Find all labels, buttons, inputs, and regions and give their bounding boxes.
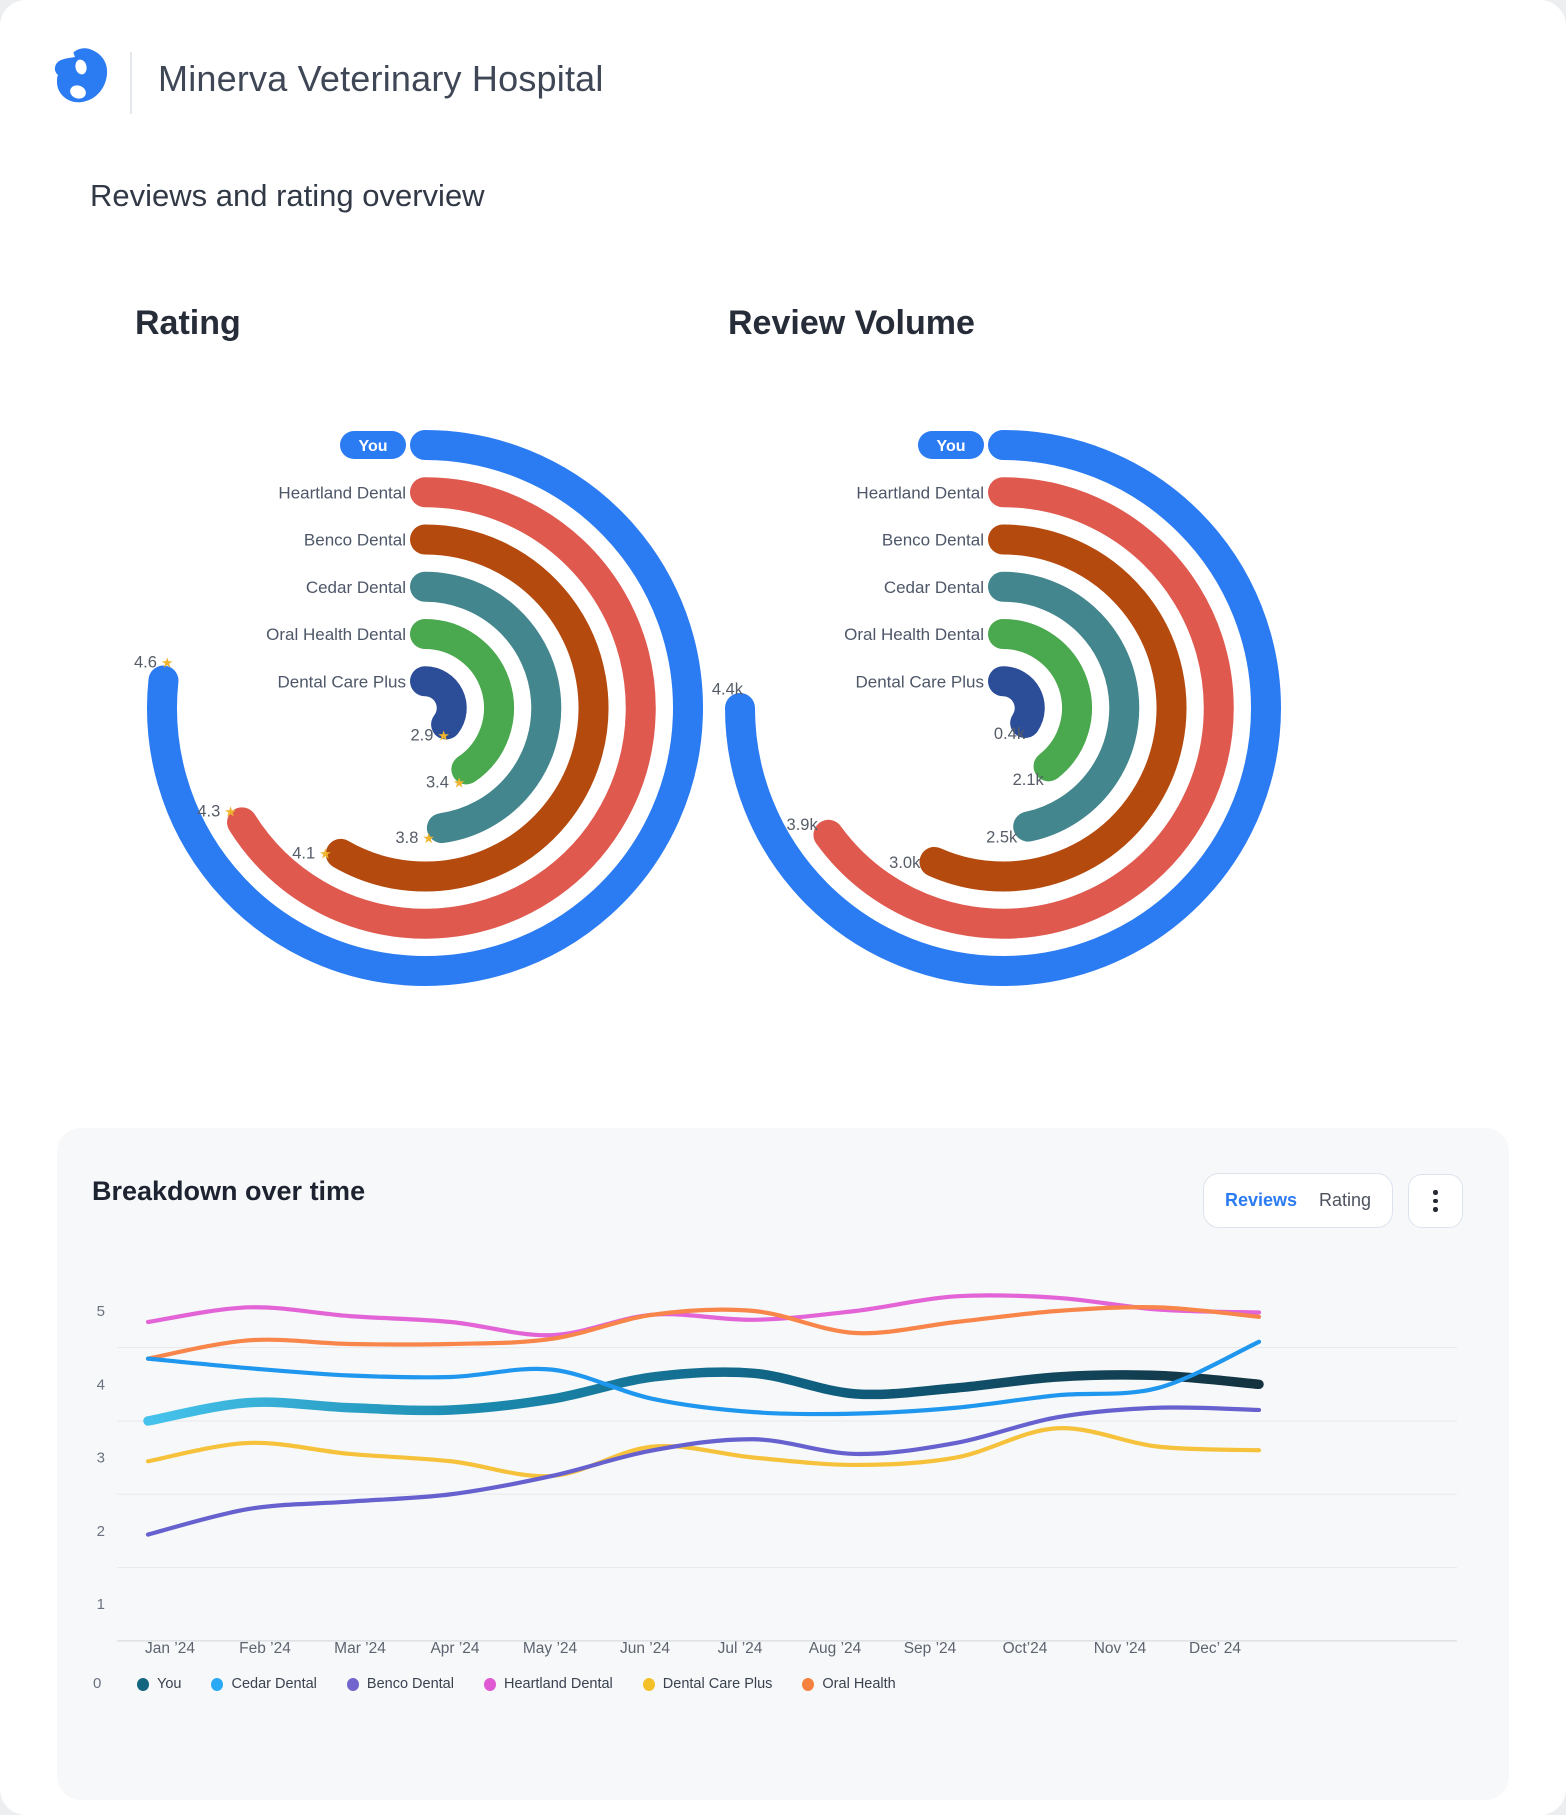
header-divider (130, 52, 132, 114)
x-tick-jun-24: Jun ’24 (620, 1640, 670, 1657)
radial-label-heartland-dental: Heartland Dental (278, 483, 406, 503)
review-volume-radial-chart (678, 412, 1308, 1012)
radial-label-you: You (358, 438, 388, 455)
x-tick-dec-24: Dec’ 24 (1189, 1640, 1241, 1657)
y-axis-zero-label: 0 (93, 1675, 102, 1692)
breakdown-over-time-card (57, 1128, 1509, 1800)
y-tick-3: 3 (96, 1449, 105, 1467)
x-tick-apr-24: Apr ’24 (430, 1640, 480, 1657)
breakdown-card-title: Breakdown over time (92, 1176, 366, 1206)
x-tick-mar-24: Mar ’24 (334, 1640, 386, 1657)
radial-label-dental-care-plus: Dental Care Plus (277, 672, 406, 692)
y-tick-2: 2 (96, 1522, 105, 1540)
radial-label-dental-care-plus: Dental Care Plus (855, 672, 984, 692)
bird-logo-icon (48, 44, 112, 108)
legend-dot-you (137, 1678, 149, 1691)
kebab-vertical-icon (1433, 1190, 1438, 1195)
y-tick-5: 5 (96, 1303, 105, 1320)
more-options-button[interactable] (1408, 1174, 1463, 1228)
review-volume-chart-title: Review Volume (728, 304, 975, 342)
legend-item-you[interactable] (137, 1676, 181, 1692)
radial-label-you: You (936, 438, 966, 455)
legend-item-dental-care-plus[interactable] (643, 1676, 773, 1692)
legend-label-oral-health: Oral Health (822, 1676, 896, 1692)
y-tick-4: 4 (96, 1376, 105, 1394)
radial-value-you: 4.4k (711, 680, 744, 699)
radial-value-dental-care-plus: 0.4k (993, 725, 1026, 744)
radial-value-benco-dental: 3.0k (889, 853, 921, 872)
breakdown-line-chart (57, 1253, 1509, 1683)
radial-label-oral-health-dental: Oral Health Dental (844, 625, 984, 644)
chart-legend (137, 1676, 896, 1692)
legend-item-oral-health[interactable] (802, 1676, 895, 1692)
radial-label-cedar-dental: Cedar Dental (883, 577, 984, 597)
radial-value-oral-health-dental: 2.1k (1012, 770, 1044, 789)
x-tick-sep-24: Sep ’24 (903, 1640, 957, 1657)
rating-radial-chart (100, 412, 730, 1012)
legend-item-heartland-dental[interactable] (484, 1676, 613, 1692)
y-tick-1: 1 (96, 1596, 105, 1614)
rating-chart-title: Rating (135, 304, 241, 342)
business-title: Minerva Veterinary Hospital (158, 58, 604, 99)
legend-dot-oral-health (802, 1678, 814, 1691)
radial-label-oral-health-dental: Oral Health Dental (266, 625, 406, 644)
radial-label-benco-dental: Benco Dental (303, 530, 406, 550)
x-tick-aug-24: Aug ’24 (808, 1640, 862, 1657)
legend-label-heartland-dental: Heartland Dental (503, 1676, 613, 1692)
radial-value-cedar-dental: 3.8 ★ (395, 829, 435, 848)
legend-label-cedar-dental: Cedar Dental (231, 1676, 317, 1692)
x-tick-may-24: May ’24 (522, 1640, 578, 1657)
line-series-heartland-dental (148, 1295, 1259, 1335)
reviews-rating-toggle[interactable] (1203, 1173, 1393, 1228)
toggle-option-rating[interactable]: Rating (1319, 1190, 1372, 1210)
radial-arc-dental-care-plus (425, 681, 452, 724)
toggle-option-reviews[interactable]: Reviews (1224, 1190, 1297, 1210)
radial-value-heartland-dental: 4.3 ★ (197, 802, 237, 821)
radial-value-you: 4.6 ★ (133, 653, 174, 672)
line-series-benco-dental (148, 1407, 1259, 1534)
radial-label-heartland-dental: Heartland Dental (856, 483, 984, 503)
x-tick-jul-24: Jul ’24 (717, 1640, 763, 1657)
legend-item-cedar-dental[interactable] (211, 1676, 316, 1692)
radial-value-dental-care-plus: 2.9 ★ (410, 726, 450, 745)
legend-dot-dental-care-plus (643, 1678, 655, 1691)
x-tick-oct-24: Oct’24 (1002, 1640, 1048, 1657)
radial-arc-you (162, 445, 688, 971)
legend-label-you: You (157, 1676, 182, 1692)
radial-value-heartland-dental: 3.9k (786, 815, 818, 834)
legend-dot-cedar-dental (211, 1678, 223, 1691)
legend-label-benco-dental: Benco Dental (366, 1676, 454, 1692)
radial-label-cedar-dental: Cedar Dental (305, 577, 406, 597)
legend-label-dental-care-plus: Dental Care Plus (662, 1676, 773, 1692)
x-tick-jan-24: Jan ’24 (145, 1640, 195, 1657)
radial-value-cedar-dental: 2.5k (986, 828, 1018, 847)
legend-dot-heartland-dental (484, 1678, 496, 1691)
radial-value-oral-health-dental: 3.4 ★ (425, 773, 466, 792)
radial-arc-dental-care-plus (1003, 681, 1030, 723)
legend-item-benco-dental[interactable] (347, 1676, 454, 1692)
page-title: Reviews and rating overview (90, 178, 485, 213)
radial-value-benco-dental: 4.1 ★ (292, 844, 332, 863)
radial-label-benco-dental: Benco Dental (881, 530, 984, 550)
x-tick-nov-24: Nov ’24 (1093, 1640, 1147, 1657)
legend-dot-benco-dental (347, 1678, 359, 1691)
line-series-dental-care-plus (148, 1428, 1259, 1476)
radial-arc-you (740, 445, 1266, 971)
x-tick-feb-24: Feb ’24 (239, 1640, 291, 1657)
